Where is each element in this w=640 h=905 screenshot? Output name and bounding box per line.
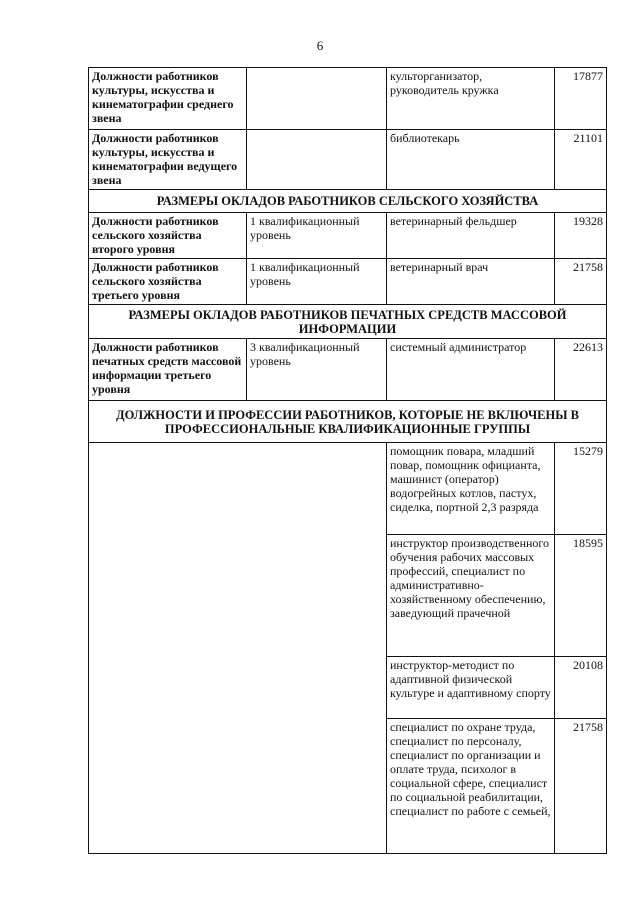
empty-merged-cell bbox=[89, 443, 387, 854]
qualification-level-cell: 1 квалификационный уровень bbox=[247, 259, 387, 305]
job-title-cell: культорганизатор, руководитель кружка bbox=[387, 68, 555, 130]
qualification-level-cell: 3 квалификационный уровень bbox=[247, 339, 387, 401]
salary-cell: 19328 bbox=[555, 213, 607, 259]
position-group-cell: Должности работников сельского хозяйства второго уровня bbox=[89, 213, 247, 259]
qualification-level-cell bbox=[247, 68, 387, 130]
table-row bbox=[89, 68, 607, 130]
salary-cell: 21101 bbox=[555, 130, 607, 190]
section-title: ДОЛЖНОСТИ И ПРОФЕССИИ РАБОТНИКОВ, КОТОРЫЕ НЕ ВКЛЮЧЕНЫ В ПРОФЕССИОНАЛЬНЫЕ КВАЛИФИКАЦИОННЫЕ ГРУППЫ bbox=[89, 401, 607, 443]
page-number: 6 bbox=[316, 38, 324, 53]
salary-cell: 20108 bbox=[555, 657, 607, 719]
section-header-row bbox=[89, 401, 607, 443]
position-group-cell: Должности работников сельского хозяйства третьего уровня bbox=[89, 259, 247, 305]
salary-cell: 22613 bbox=[555, 339, 607, 401]
table-row bbox=[89, 213, 607, 259]
table-row bbox=[89, 130, 607, 190]
table-row bbox=[89, 443, 607, 535]
section-header-row bbox=[89, 190, 607, 213]
job-title-cell: ветеринарный врач bbox=[387, 259, 555, 305]
qualification-level-cell bbox=[247, 130, 387, 190]
section-header-row bbox=[89, 305, 607, 339]
section-title: РАЗМЕРЫ ОКЛАДОВ РАБОТНИКОВ СЕЛЬСКОГО ХОЗЯЙСТВА bbox=[89, 190, 607, 213]
job-title-cell: инструктор-методист по адаптивной физической культуре и адаптивному спорту bbox=[387, 657, 555, 719]
job-title-cell: инструктор производственного обучения рабочих массовых профессий, специалист по административно-хозяйственному обеспечению, заведующий прачечной bbox=[387, 535, 555, 657]
section-title: РАЗМЕРЫ ОКЛАДОВ РАБОТНИКОВ ПЕЧАТНЫХ СРЕДСТВ МАССОВОЙ ИНФОРМАЦИИ bbox=[89, 305, 607, 339]
salary-cell: 15279 bbox=[555, 443, 607, 535]
salary-cell: 21758 bbox=[555, 259, 607, 305]
position-group-cell: Должности работников культуры, искусства и кинематографии ведущего звена bbox=[89, 130, 247, 190]
position-group-cell: Должности работников печатных средств массовой информации третьего уровня bbox=[89, 339, 247, 401]
table-row bbox=[89, 259, 607, 305]
salary-cell: 17877 bbox=[555, 68, 607, 130]
table-row bbox=[89, 339, 607, 401]
job-title-cell: системный администратор bbox=[387, 339, 555, 401]
job-title-cell: специалист по охране труда, специалист по персоналу, специалист по организации и оплате труда, психолог в социальной сфере, специалист по социальной реабилитации, специалист по работе с семьей, bbox=[387, 719, 555, 854]
job-title-cell: библиотекарь bbox=[387, 130, 555, 190]
salary-cell: 18595 bbox=[555, 535, 607, 657]
position-group-cell: Должности работников культуры, искусства и кинематографии среднего звена bbox=[89, 68, 247, 130]
salary-table bbox=[88, 67, 607, 854]
job-title-cell: помощник повара, младший повар, помощник официанта, машинист (оператор) водогрейных котлов, пастух, сиделка, портной 2,3 разряда bbox=[387, 443, 555, 535]
salary-cell: 21758 bbox=[555, 719, 607, 854]
qualification-level-cell: 1 квалификационный уровень bbox=[247, 213, 387, 259]
job-title-cell: ветеринарный фельдшер bbox=[387, 213, 555, 259]
